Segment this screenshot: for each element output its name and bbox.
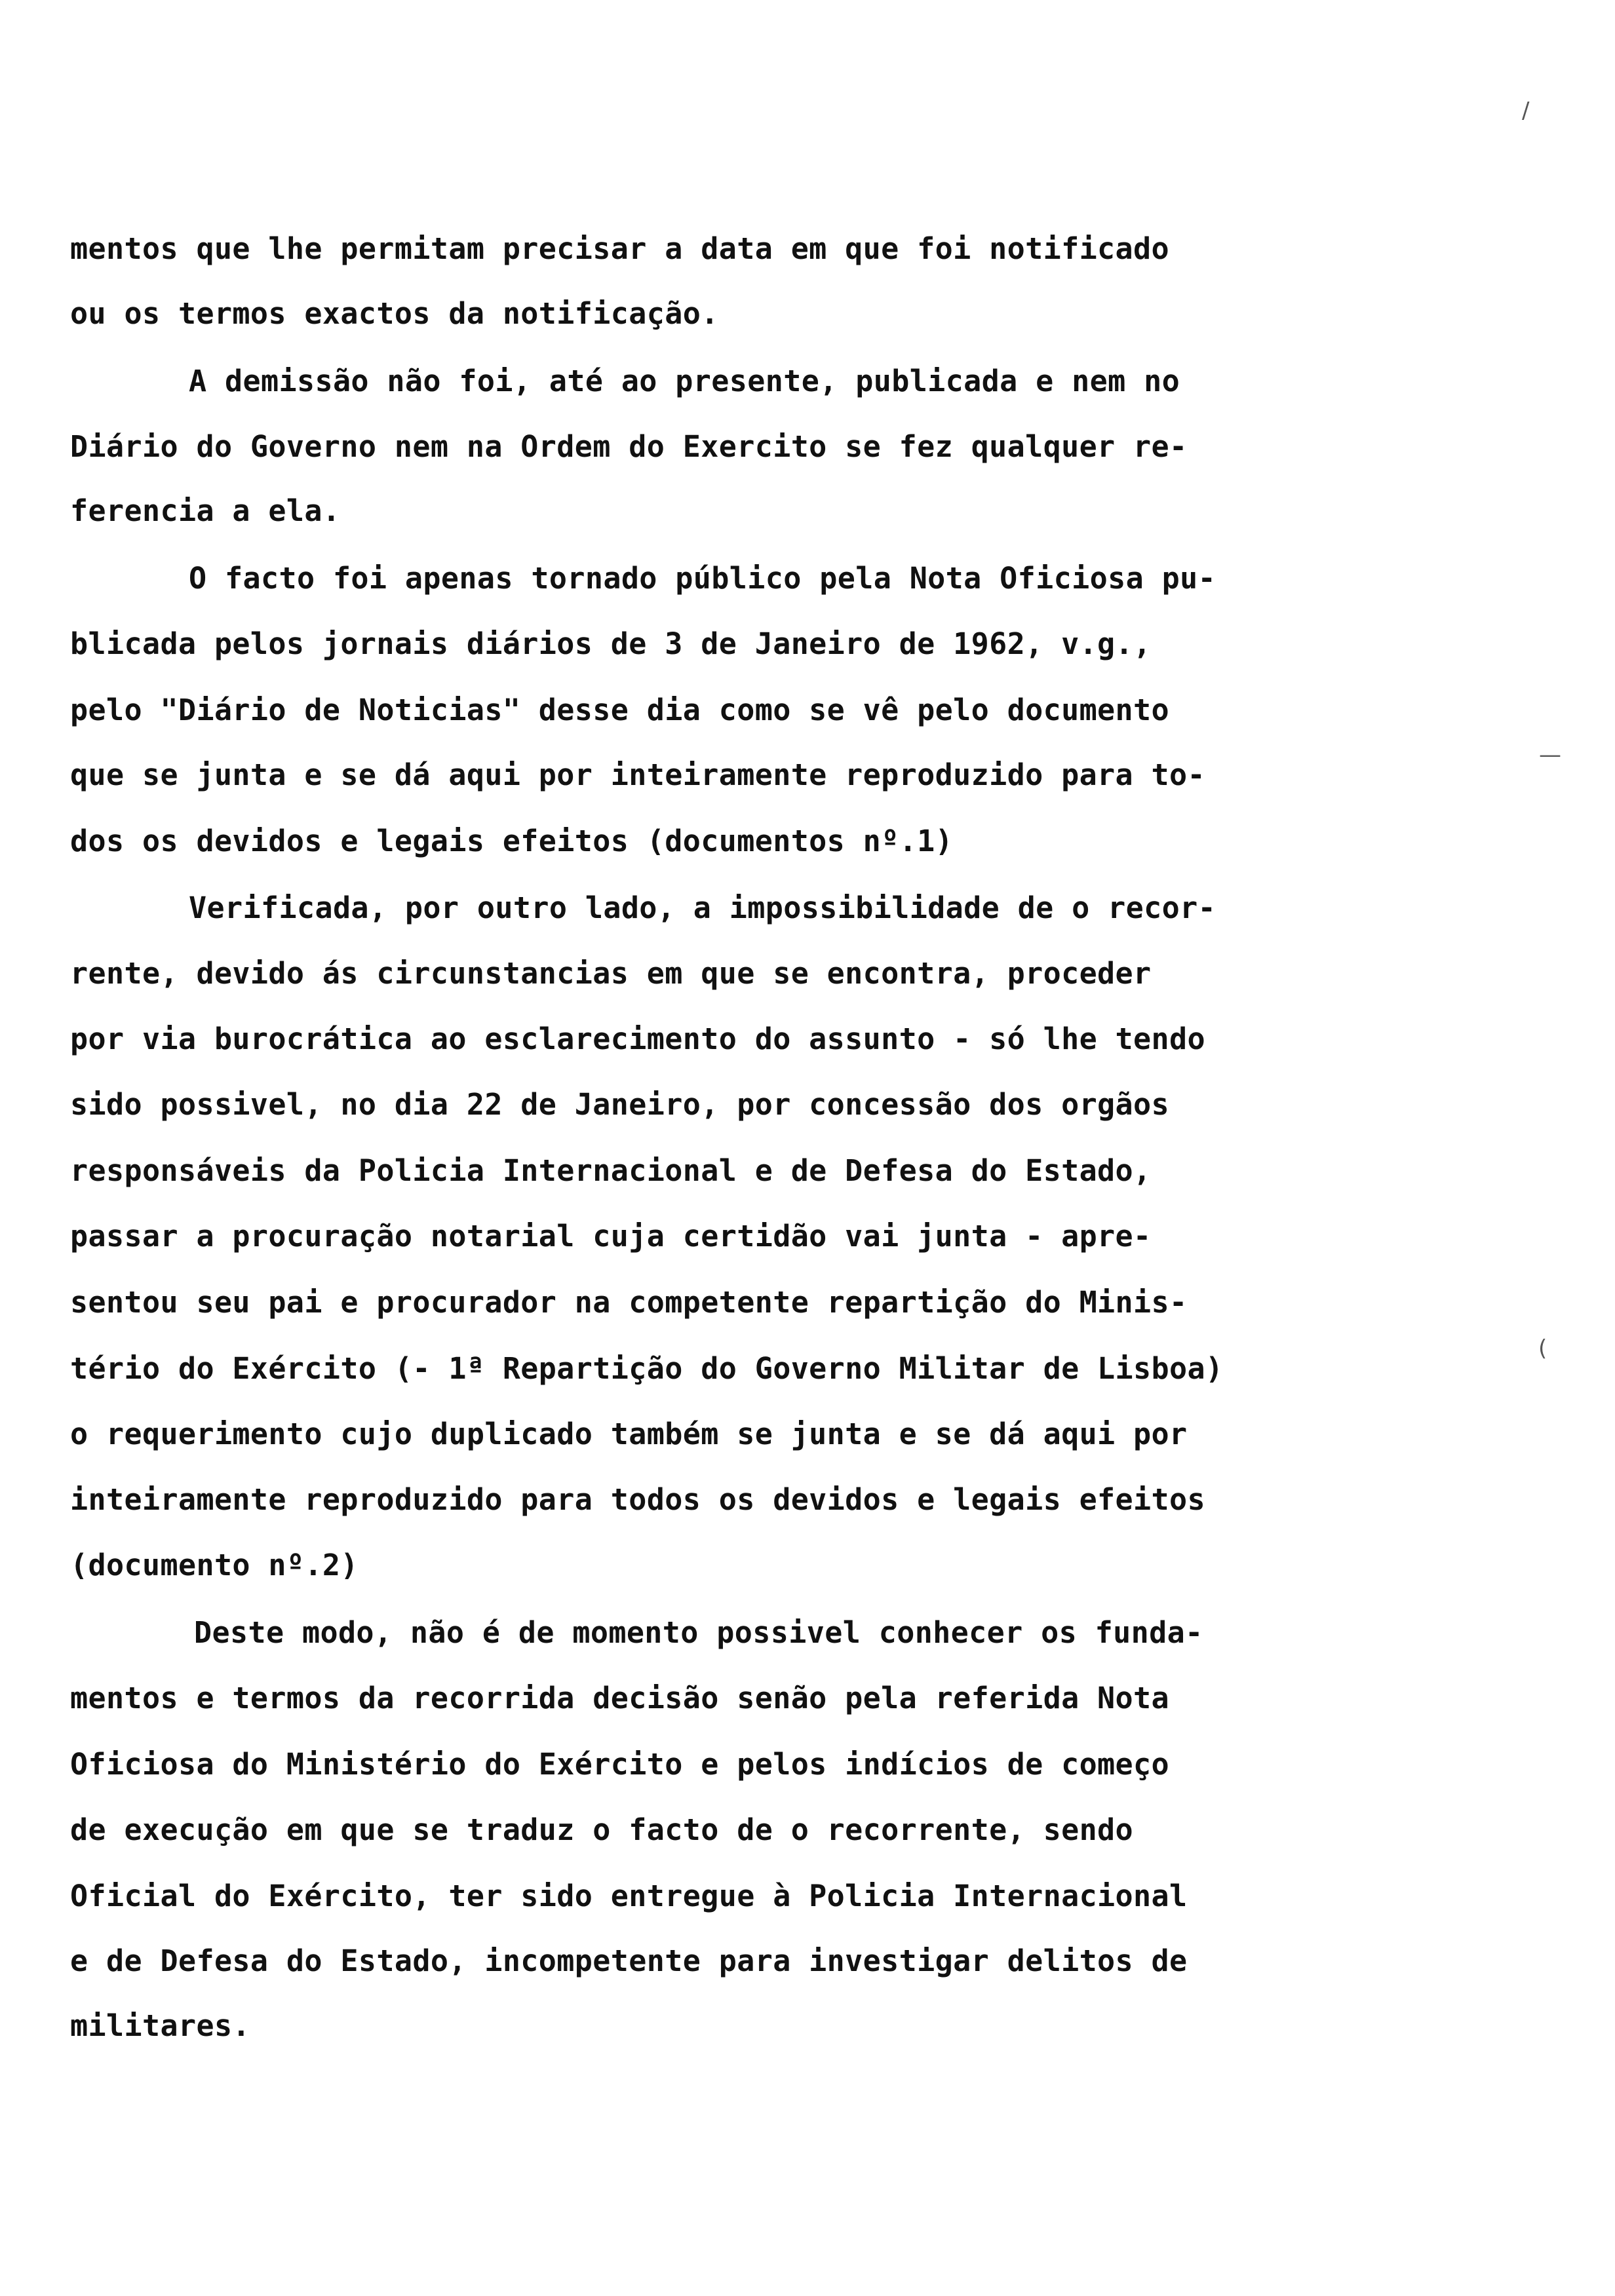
text-line-13: por via burocrática ao esclarecimento do assunto - só lhe tendo [70, 1022, 1206, 1056]
text-line-8: pelo "Diário de Noticias" desse dia como se vê pelo documento [70, 693, 1170, 727]
text-line-18: tério do Exército (- 1ª Repartição do Governo Militar de Lisboa) [70, 1351, 1224, 1386]
page-mark-dash: — [1539, 742, 1561, 768]
text-line-28: militares. [70, 2008, 250, 2043]
text-line-27: e de Defesa do Estado, incompetente para investigar delitos de [70, 1943, 1188, 1978]
text-line-7: blicada pelos jornais diários de 3 de Janeiro de 1962, v.g., [70, 626, 1152, 661]
text-line-1: mentos que lhe permitam precisar a data em que foi notificado [70, 231, 1170, 266]
page-mark-parenthesis: ( [1538, 1335, 1547, 1362]
text-line-16: passar a procuração notarial cuja certidão vai junta - apre- [70, 1219, 1152, 1253]
text-line-3: A demissão não foi, até ao presente, publicada e nem no [189, 364, 1180, 398]
text-line-19: o requerimento cujo duplicado também se junta e se dá aqui por [70, 1417, 1188, 1451]
text-line-9: que se junta e se dá aqui por inteiramente reproduzido para to- [70, 757, 1206, 792]
text-line-23: mentos e termos da recorrida decisão senão pela referida Nota [70, 1681, 1170, 1715]
text-line-24: Oficiosa do Ministério do Exército e pelos indícios de começo [70, 1747, 1170, 1782]
text-line-25: de execução em que se traduz o facto de o recorrente, sendo [70, 1812, 1134, 1847]
text-line-4: Diário do Governo nem na Ordem do Exercito se fez qualquer re- [70, 429, 1188, 464]
text-line-11: Verificada, por outro lado, a impossibilidade de o recor- [189, 890, 1216, 925]
text-line-17: sentou seu pai e procurador na competente repartição do Minis- [70, 1285, 1188, 1320]
text-line-6: O facto foi apenas tornado público pela Nota Oficiosa pu- [189, 561, 1216, 596]
text-line-2: ou os termos exactos da notificação. [70, 296, 719, 331]
text-line-12: rente, devido ás circunstancias em que se encontra, proceder [70, 956, 1152, 991]
text-line-15: responsáveis da Policia Internacional e de Defesa do Estado, [70, 1153, 1152, 1188]
text-line-26: Oficial do Exército, ter sido entregue à Policia Internacional [70, 1879, 1188, 1913]
text-line-10: dos os devidos e legais efeitos (documentos nº.1) [70, 824, 954, 858]
text-line-22: Deste modo, não é de momento possivel conhecer os funda- [194, 1615, 1203, 1650]
text-line-5: ferencia a ela. [70, 493, 341, 528]
text-line-14: sido possivel, no dia 22 de Janeiro, por concessão dos orgãos [70, 1087, 1170, 1122]
text-line-21: (documento nº.2) [70, 1548, 359, 1582]
text-line-20: inteiramente reproduzido para todos os devidos e legais efeitos [70, 1482, 1206, 1517]
page-mark-slash: / [1522, 98, 1530, 124]
